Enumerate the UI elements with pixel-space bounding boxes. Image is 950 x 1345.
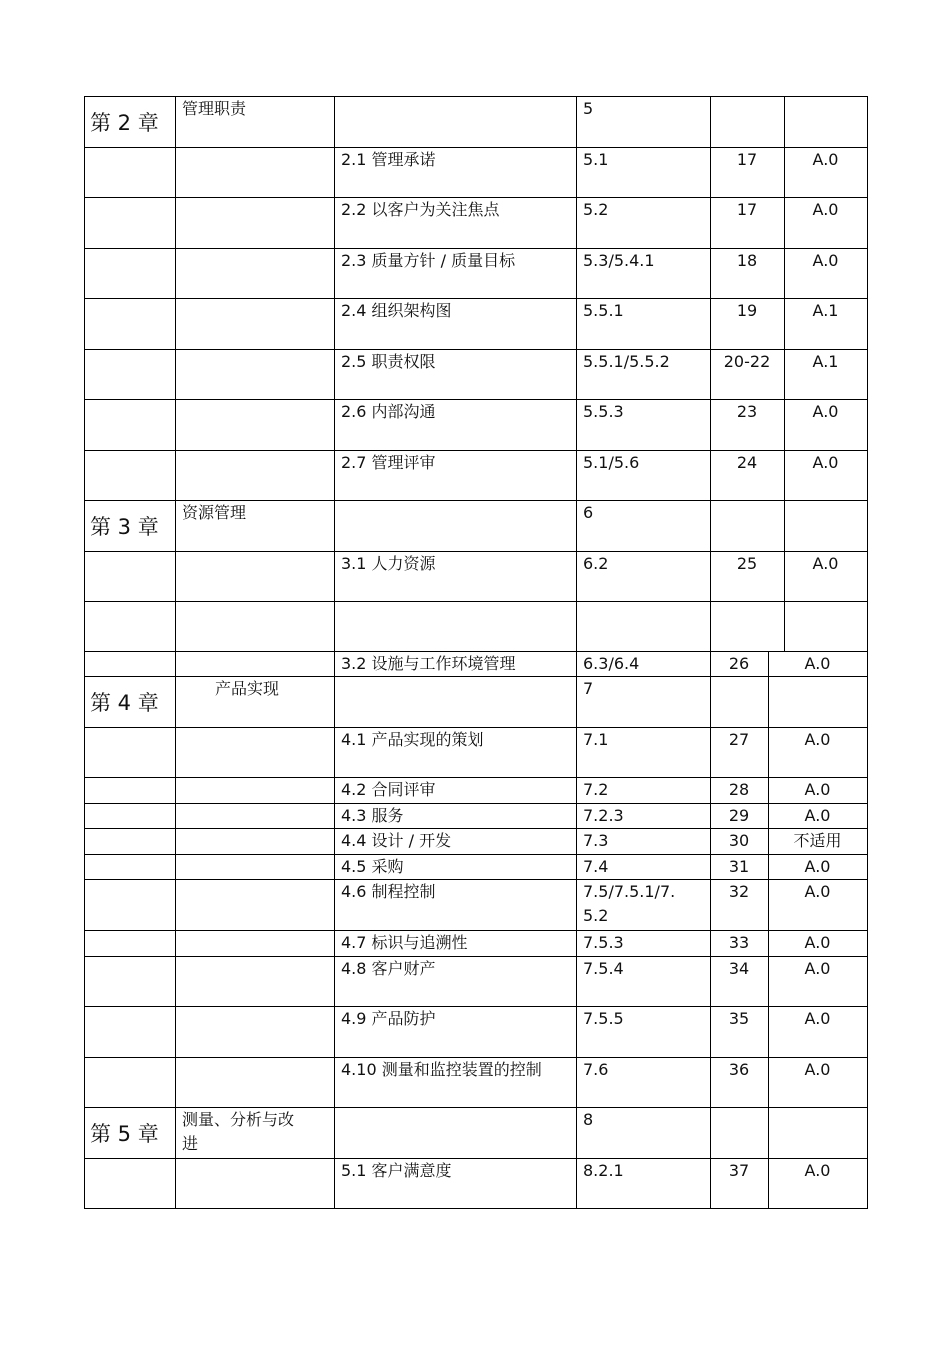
cell-version: A.0 (804, 959, 831, 978)
cell-version: A.0 (804, 806, 831, 825)
column-rule (576, 854, 577, 880)
cell-page: 28 (728, 780, 750, 799)
column-rule (867, 551, 868, 602)
column-rule (784, 601, 785, 652)
cell-version: A.0 (812, 402, 839, 421)
cell-page: 23 (736, 402, 758, 421)
column-rule (576, 651, 577, 677)
column-rule (84, 1057, 85, 1108)
column-rule (710, 500, 711, 552)
column-rule (334, 1107, 335, 1159)
cell-version: A.0 (804, 654, 831, 673)
column-rule (576, 500, 577, 552)
cell-section: 2.4 组织架构图 (341, 301, 452, 320)
column-rule (576, 197, 577, 249)
column-rule (175, 854, 176, 880)
column-rule (867, 956, 868, 1007)
column-rule (710, 601, 711, 652)
cell-section: 5.1 客户满意度 (341, 1161, 452, 1180)
cell-clause: 7.1 (583, 730, 609, 749)
column-rule (867, 828, 868, 855)
column-rule (784, 500, 785, 552)
cell-clause: 5.1 (583, 150, 609, 169)
column-rule (175, 1006, 176, 1058)
cell-clause: 8 (583, 1110, 594, 1129)
cell-chapter: 第 3 章 (90, 515, 159, 539)
column-rule (576, 879, 577, 931)
column-rule (576, 298, 577, 350)
cell-section: 2.2 以客户为关注焦点 (341, 200, 500, 219)
column-rule (576, 1006, 577, 1058)
column-rule (175, 676, 176, 728)
cell-clause: 8.2.1 (583, 1161, 624, 1180)
cell-section: 2.7 管理评审 (341, 453, 436, 472)
cell-section: 4.1 产品实现的策划 (341, 730, 484, 749)
column-rule (175, 601, 176, 652)
column-rule (867, 500, 868, 552)
column-rule (867, 197, 868, 249)
cell-clause: 5.5.1 (583, 301, 624, 320)
column-rule (175, 879, 176, 931)
cell-clause: 7.5.4 (583, 959, 624, 978)
column-rule (84, 96, 85, 148)
cell-chapter: 第 4 章 (90, 691, 159, 715)
cell-title: 管理职责 (182, 99, 247, 118)
column-rule (175, 956, 176, 1007)
cell-version: A.0 (812, 200, 839, 219)
column-rule (175, 651, 176, 677)
column-rule (84, 727, 85, 778)
column-rule (84, 676, 85, 728)
cell-version: A.0 (804, 933, 831, 952)
column-rule (576, 349, 577, 400)
column-rule (175, 1057, 176, 1108)
table-rule (84, 601, 868, 602)
cell-page: 27 (728, 730, 750, 749)
column-rule (576, 450, 577, 501)
column-rule (334, 500, 335, 552)
column-rule (867, 1006, 868, 1058)
cell-clause: 7.5/7.5.1/7. 5.2 (583, 882, 676, 925)
cell-section: 4.7 标识与追溯性 (341, 933, 468, 952)
cell-title: 测量、分析与改 进 (182, 1110, 295, 1153)
column-rule (576, 828, 577, 855)
cell-clause: 7.6 (583, 1060, 609, 1079)
column-rule (334, 956, 335, 1007)
column-rule (175, 777, 176, 804)
column-rule (84, 197, 85, 249)
column-rule (175, 828, 176, 855)
cell-version: A.0 (812, 453, 839, 472)
column-rule (576, 601, 577, 652)
column-rule (576, 727, 577, 778)
column-rule (334, 651, 335, 677)
column-rule (84, 399, 85, 451)
cell-page: 33 (728, 933, 750, 952)
cell-page: 20-22 (723, 352, 771, 371)
column-rule (576, 1107, 577, 1159)
cell-page: 30 (728, 831, 750, 850)
cell-page: 34 (728, 959, 750, 978)
column-rule (84, 930, 85, 957)
column-rule (84, 854, 85, 880)
column-rule (84, 651, 85, 677)
cell-section: 4.10 测量和监控装置的控制 (341, 1060, 542, 1079)
column-rule (334, 349, 335, 400)
cell-section: 4.8 客户财产 (341, 959, 436, 978)
table-rule (84, 676, 868, 677)
cell-section: 4.4 设计 / 开发 (341, 831, 452, 850)
cell-section: 4.5 采购 (341, 857, 404, 876)
cell-page: 19 (736, 301, 758, 320)
cell-clause: 5.3/5.4.1 (583, 251, 655, 270)
cell-version: A.1 (812, 301, 839, 320)
column-rule (84, 450, 85, 501)
column-rule (576, 777, 577, 804)
column-rule (84, 777, 85, 804)
cell-chapter: 第 5 章 (90, 1122, 159, 1146)
column-rule (84, 1158, 85, 1209)
column-rule (867, 777, 868, 804)
column-rule (84, 298, 85, 350)
column-rule (867, 96, 868, 148)
cell-version: A.1 (812, 352, 839, 371)
column-rule (576, 399, 577, 451)
cell-version: A.0 (804, 882, 831, 901)
column-rule (334, 551, 335, 602)
cell-page: 18 (736, 251, 758, 270)
column-rule (334, 803, 335, 829)
column-rule (867, 450, 868, 501)
cell-version: A.0 (804, 1060, 831, 1079)
cell-section: 4.3 服务 (341, 806, 404, 825)
cell-version: A.0 (804, 1161, 831, 1180)
column-rule (768, 1107, 769, 1159)
cell-page: 17 (736, 150, 758, 169)
column-rule (175, 1158, 176, 1209)
cell-version: A.0 (804, 730, 831, 749)
cell-section: 2.5 职责权限 (341, 352, 436, 371)
cell-clause: 6.2 (583, 554, 609, 573)
cell-clause: 7.3 (583, 831, 609, 850)
column-rule (334, 96, 335, 148)
column-rule (84, 1107, 85, 1159)
cell-page: 35 (728, 1009, 750, 1028)
cell-clause: 5.1/5.6 (583, 453, 640, 472)
column-rule (334, 197, 335, 249)
column-rule (710, 676, 711, 728)
column-rule (334, 147, 335, 198)
cell-version: A.0 (804, 780, 831, 799)
column-rule (175, 147, 176, 198)
cell-section: 3.1 人力资源 (341, 554, 436, 573)
column-rule (84, 879, 85, 931)
column-rule (175, 298, 176, 350)
column-rule (334, 399, 335, 451)
column-rule (334, 450, 335, 501)
cell-clause: 7 (583, 679, 594, 698)
cell-section: 2.3 质量方针 / 质量目标 (341, 251, 516, 270)
column-rule (867, 879, 868, 931)
column-rule (867, 298, 868, 350)
cell-section: 4.6 制程控制 (341, 882, 436, 901)
cell-section: 4.9 产品防护 (341, 1009, 436, 1028)
column-rule (175, 96, 176, 148)
column-rule (84, 349, 85, 400)
column-rule (768, 676, 769, 728)
cell-clause: 7.5.3 (583, 933, 624, 952)
cell-section: 2.6 内部沟通 (341, 402, 436, 421)
cell-page: 25 (736, 554, 758, 573)
column-rule (867, 803, 868, 829)
column-rule (576, 96, 577, 148)
column-rule (84, 828, 85, 855)
cell-page: 29 (728, 806, 750, 825)
column-rule (334, 879, 335, 931)
column-rule (867, 1057, 868, 1108)
column-rule (175, 551, 176, 602)
column-rule (867, 601, 868, 652)
column-rule (576, 147, 577, 198)
column-rule (867, 248, 868, 299)
column-rule (84, 147, 85, 198)
column-rule (175, 248, 176, 299)
column-rule (84, 248, 85, 299)
column-rule (334, 1057, 335, 1108)
column-rule (867, 399, 868, 451)
column-rule (334, 727, 335, 778)
cell-title: 资源管理 (182, 503, 247, 522)
column-rule (175, 450, 176, 501)
column-rule (334, 854, 335, 880)
column-rule (84, 956, 85, 1007)
cell-section: 2.1 管理承诺 (341, 150, 436, 169)
cell-version: 不适用 (793, 831, 842, 850)
cell-title: 产品实现 (215, 679, 280, 698)
cell-clause: 7.5.5 (583, 1009, 624, 1028)
column-rule (576, 803, 577, 829)
column-rule (710, 1107, 711, 1159)
cell-page: 36 (728, 1060, 750, 1079)
column-rule (334, 601, 335, 652)
cell-version: A.0 (804, 1009, 831, 1028)
column-rule (867, 676, 868, 728)
cell-section: 4.2 合同评审 (341, 780, 436, 799)
column-rule (334, 298, 335, 350)
column-rule (867, 1107, 868, 1159)
column-rule (576, 1057, 577, 1108)
cell-page: 31 (728, 857, 750, 876)
cell-page: 17 (736, 200, 758, 219)
cell-section: 3.2 设施与工作环境管理 (341, 654, 516, 673)
column-rule (576, 930, 577, 957)
column-rule (175, 197, 176, 249)
cell-clause: 7.2 (583, 780, 609, 799)
column-rule (867, 930, 868, 957)
cell-version: A.0 (812, 150, 839, 169)
column-rule (867, 854, 868, 880)
column-rule (175, 500, 176, 552)
column-rule (334, 1006, 335, 1058)
column-rule (867, 349, 868, 400)
column-rule (175, 803, 176, 829)
column-rule (334, 777, 335, 804)
cell-page: 37 (728, 1161, 750, 1180)
cell-page: 24 (736, 453, 758, 472)
cell-clause: 5.2 (583, 200, 609, 219)
cell-clause: 6.3/6.4 (583, 654, 640, 673)
cell-clause: 6 (583, 503, 594, 522)
column-rule (576, 676, 577, 728)
column-rule (710, 96, 711, 148)
column-rule (576, 1158, 577, 1209)
column-rule (175, 727, 176, 778)
column-rule (334, 248, 335, 299)
column-rule (84, 500, 85, 552)
cell-version: A.0 (812, 554, 839, 573)
column-rule (84, 601, 85, 652)
column-rule (175, 349, 176, 400)
cell-clause: 7.4 (583, 857, 609, 876)
table-rule (84, 1208, 868, 1209)
column-rule (175, 1107, 176, 1159)
column-rule (576, 551, 577, 602)
column-rule (867, 651, 868, 677)
column-rule (84, 803, 85, 829)
cell-clause: 5.5.3 (583, 402, 624, 421)
column-rule (334, 828, 335, 855)
column-rule (334, 1158, 335, 1209)
column-rule (84, 551, 85, 602)
column-rule (576, 956, 577, 1007)
column-rule (175, 930, 176, 957)
column-rule (867, 147, 868, 198)
column-rule (784, 96, 785, 148)
cell-page: 26 (728, 654, 750, 673)
column-rule (175, 399, 176, 451)
column-rule (867, 727, 868, 778)
cell-version: A.0 (812, 251, 839, 270)
column-rule (867, 1158, 868, 1209)
cell-clause: 7.2.3 (583, 806, 624, 825)
cell-page: 32 (728, 882, 750, 901)
column-rule (334, 930, 335, 957)
column-rule (84, 1006, 85, 1058)
cell-version: A.0 (804, 857, 831, 876)
column-rule (576, 248, 577, 299)
cell-chapter: 第 2 章 (90, 111, 159, 135)
cell-clause: 5 (583, 99, 594, 118)
cell-clause: 5.5.1/5.5.2 (583, 352, 670, 371)
